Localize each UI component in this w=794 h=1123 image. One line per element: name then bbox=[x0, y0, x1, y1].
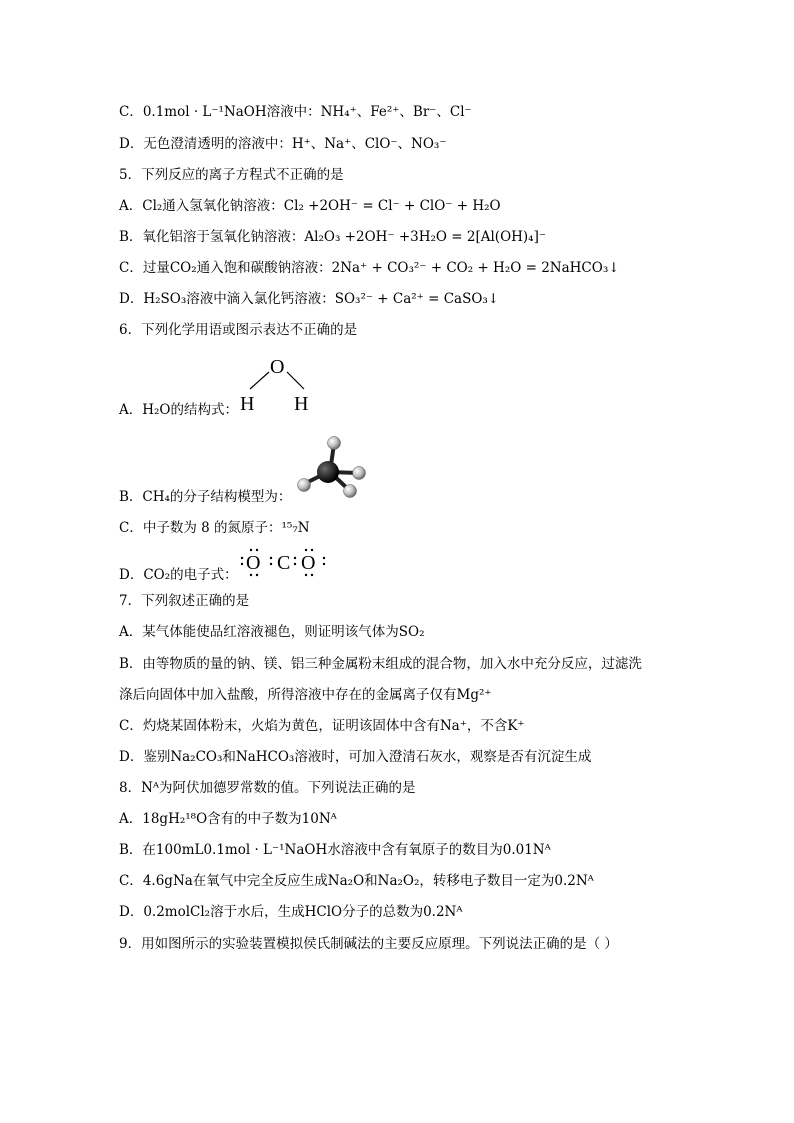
hydrogen-ball bbox=[298, 479, 311, 492]
oxygen-right-symbol: O bbox=[301, 552, 316, 574]
option-b-q7-line2: 涤后向固体中加入盐酸，所得溶液中存在的金属离子仅有Mg²⁺ bbox=[119, 687, 492, 703]
option-b-q6: B．CH₄的分子结构模型为： bbox=[119, 489, 292, 505]
hydrogen-ball bbox=[353, 467, 366, 480]
water-structure-figure bbox=[236, 352, 326, 416]
carbon-ball bbox=[317, 461, 339, 483]
hydrogen-ball bbox=[328, 437, 341, 450]
hydrogen-left-label: H bbox=[240, 393, 255, 415]
question-6: 6．下列化学用语或图示表达不正确的是 bbox=[119, 322, 358, 338]
co2-electron-dot-figure bbox=[238, 546, 330, 578]
option-d-q5: D．H₂SO₃溶液中滴入氯化钙溶液：SO₃²⁻ + Ca²⁺ = CaSO₃↓ bbox=[119, 291, 500, 307]
option-c-q8: C．4.6gNa在氧气中完全反应生成Na₂O和Na₂O₂，转移电子数目一定为0.2Nᴬ bbox=[119, 873, 594, 889]
oxygen-label: O bbox=[270, 356, 285, 378]
hydrogen-right-label: H bbox=[294, 393, 309, 415]
option-a-q7: A．某气体能使品红溶液褪色，则证明该气体为SO₂ bbox=[119, 624, 425, 640]
option-b-q8: B．在100mL0.1mol · L⁻¹NaOH水溶液中含有氧原子的数目为0.01Nᴬ bbox=[119, 842, 551, 858]
option-a-q8: A．18gH₂¹⁸O含有的中子数为10Nᴬ bbox=[119, 811, 337, 827]
option-a-q6: A．H₂O的结构式： bbox=[119, 402, 239, 418]
oxygen-left-symbol: O bbox=[246, 552, 261, 574]
methane-model-figure bbox=[292, 432, 374, 502]
bond-right bbox=[287, 372, 304, 389]
option-d-q8: D．0.2molCl₂溶于水后，生成HClO分子的总数为0.2Nᴬ bbox=[119, 904, 463, 920]
option-b-q5: B．氧化铝溶于氢氧化钠溶液：Al₂O₃ +2OH⁻ +3H₂O = 2[Al(OH)₄]⁻ bbox=[119, 229, 546, 245]
question-5: 5．下列反应的离子方程式不正确的是 bbox=[119, 167, 344, 183]
option-d-q7: D．鉴别Na₂CO₃和NaHCO₃溶液时，可加入澄清石灰水，观察是否有沉淀生成 bbox=[119, 749, 592, 765]
option-d-q4: D．无色澄清透明的溶液中：H⁺、Na⁺、ClO⁻、NO₃⁻ bbox=[119, 136, 447, 152]
option-c-q4: C．0.1mol · L⁻¹NaOH溶液中：NH₄⁺、Fe²⁺、Br⁻、Cl⁻ bbox=[119, 104, 472, 120]
carbon-symbol: C bbox=[277, 552, 291, 574]
option-a-q5: A．Cl₂通入氢氧化钠溶液：Cl₂ +2OH⁻ = Cl⁻ + ClO⁻ + H₂O bbox=[119, 198, 501, 214]
option-c-q7: C．灼烧某固体粉末，火焰为黄色，证明该固体中含有Na⁺，不含K⁺ bbox=[119, 718, 525, 734]
bond-left bbox=[250, 372, 269, 389]
option-c-q5: C．过量CO₂通入饱和碳酸钠溶液：2Na⁺ + CO₃²⁻ + CO₂ + H₂O = 2NaHCO₃↓ bbox=[119, 260, 620, 276]
question-9: 9．用如图所示的实验装置模拟侯氏制碱法的主要反应原理。下列说法正确的是（ ） bbox=[119, 936, 618, 952]
hydrogen-ball bbox=[344, 485, 357, 498]
question-8: 8．Nᴬ为阿伏加德罗常数的值。下列说法正确的是 bbox=[119, 780, 416, 796]
question-7: 7．下列叙述正确的是 bbox=[119, 593, 250, 609]
option-c-q6: C．中子数为 8 的氮原子：¹⁵₇N bbox=[119, 520, 310, 536]
option-b-q7-line1: B．由等物质的量的钠、镁、铝三种金属粉末组成的混合物，加入水中充分反应，过滤洗 bbox=[119, 656, 642, 672]
option-d-q6: D．CO₂的电子式： bbox=[119, 567, 238, 583]
